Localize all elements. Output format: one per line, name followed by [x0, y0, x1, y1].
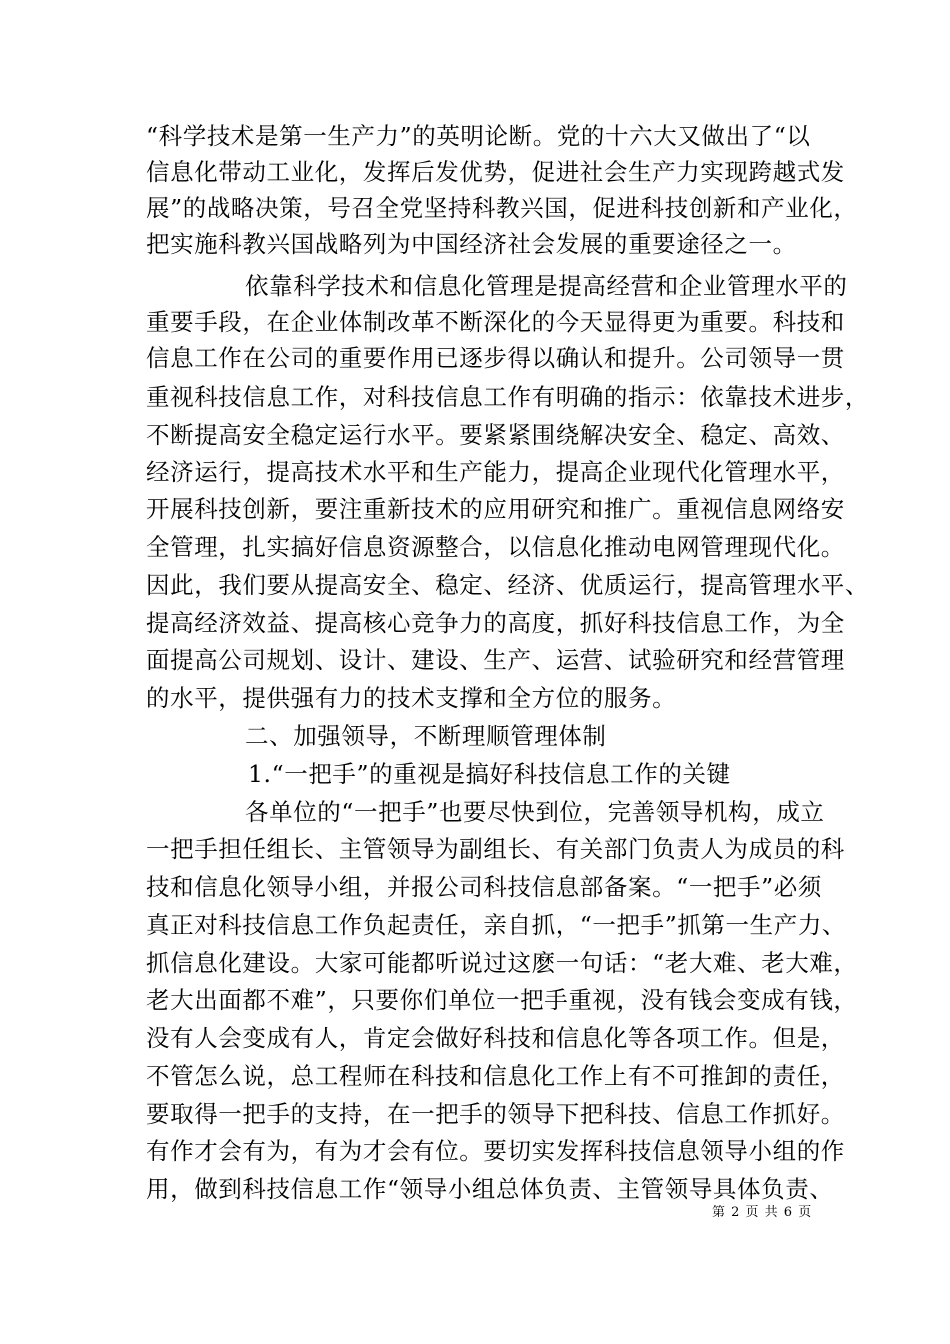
text-line: 展”的战略决策，号召全党坚持科教兴国，促进科技创新和产业化， [146, 194, 858, 222]
text-line: 经济运行，提高技术水平和生产能力，提高企业现代化管理水平， [146, 458, 845, 486]
text-line: 不管怎么说，总工程师在科技和信息化工作上有不可推卸的责任， [146, 1062, 845, 1090]
text-line: 的水平，提供强有力的技术支撑和全方位的服务。 [146, 684, 677, 712]
paragraph-start-line: 依靠科学技术和信息化管理是提高经营和企业管理水平的 [245, 272, 848, 300]
text-line: 面提高公司规划、设计、建设、生产、运营、试验研究和经营管理 [146, 646, 845, 674]
text-line: 老大出面都不难”，只要你们单位一把手重视，没有钱会变成有钱， [146, 986, 858, 1014]
text-line: 把实施科教兴国战略列为中国经济社会发展的重要途径之一。 [146, 230, 797, 258]
page-number-footer: 第 2 页 共 6 页 [712, 1205, 813, 1220]
text-line: 用，做到科技信息工作“领导小组总体负责、主管领导具体负责、 [146, 1175, 834, 1203]
text-line: 提高经济效益、提高核心竞争力的高度，抓好科技信息工作，为全 [146, 609, 845, 637]
text-line: 技和信息化领导小组，并报公司科技信息部备案。“一把手”必须 [146, 873, 822, 901]
section-heading: 二、加强领导，不断理顺管理体制 [245, 722, 607, 750]
text-line: 全管理，扎实搞好信息资源整合，以信息化推动电网管理现代化。 [146, 533, 845, 561]
text-line: 真正对科技信息工作负起责任，亲自抓，“一把手”抓第一生产力、 [146, 911, 847, 939]
text-line: 信息工作在公司的重要作用已逐步得以确认和提升。公司领导一贯 [146, 344, 845, 372]
text-line: 抓信息化建设。大家可能都听说过这麽一句话：“老大难、老大难， [146, 949, 858, 977]
text-line: 开展科技创新，要注重新技术的应用研究和推广。重视信息网络安 [146, 495, 845, 523]
text-line: 重视科技信息工作，对科技信息工作有明确的指示：依靠技术进步， [146, 383, 869, 411]
text-line: 有作才会有为，有为才会有位。要切实发挥科技信息领导小组的作 [146, 1137, 845, 1165]
paragraph-start-line: 各单位的“一把手”也要尽快到位，完善领导机构，成立 [245, 798, 825, 826]
text-line: 不断提高安全稳定运行水平。要紧紧围绕解决安全、稳定、高效、 [146, 421, 845, 449]
text-line: 没有人会变成有人，肯定会做好科技和信息化等各项工作。但是， [146, 1024, 845, 1052]
text-line: “科学技术是第一生产力”的英明论断。党的十六大又做出了“以 [146, 122, 811, 150]
text-line: 因此，我们要从提高安全、稳定、经济、优质运行，提高管理水平、 [146, 571, 869, 599]
text-line: 信息化带动工业化，发挥后发优势，促进社会生产力实现跨越式发 [146, 158, 845, 186]
subsection-heading: 1.“一把手”的重视是搞好科技信息工作的关键 [248, 760, 731, 788]
text-line: 重要手段，在企业体制改革不断深化的今天显得更为重要。科技和 [146, 308, 845, 336]
text-line: 要取得一把手的支持，在一把手的领导下把科技、信息工作抓好。 [146, 1100, 845, 1128]
text-line: 一把手担任组长、主管领导为副组长、有关部门负责人为成员的科 [146, 835, 845, 863]
